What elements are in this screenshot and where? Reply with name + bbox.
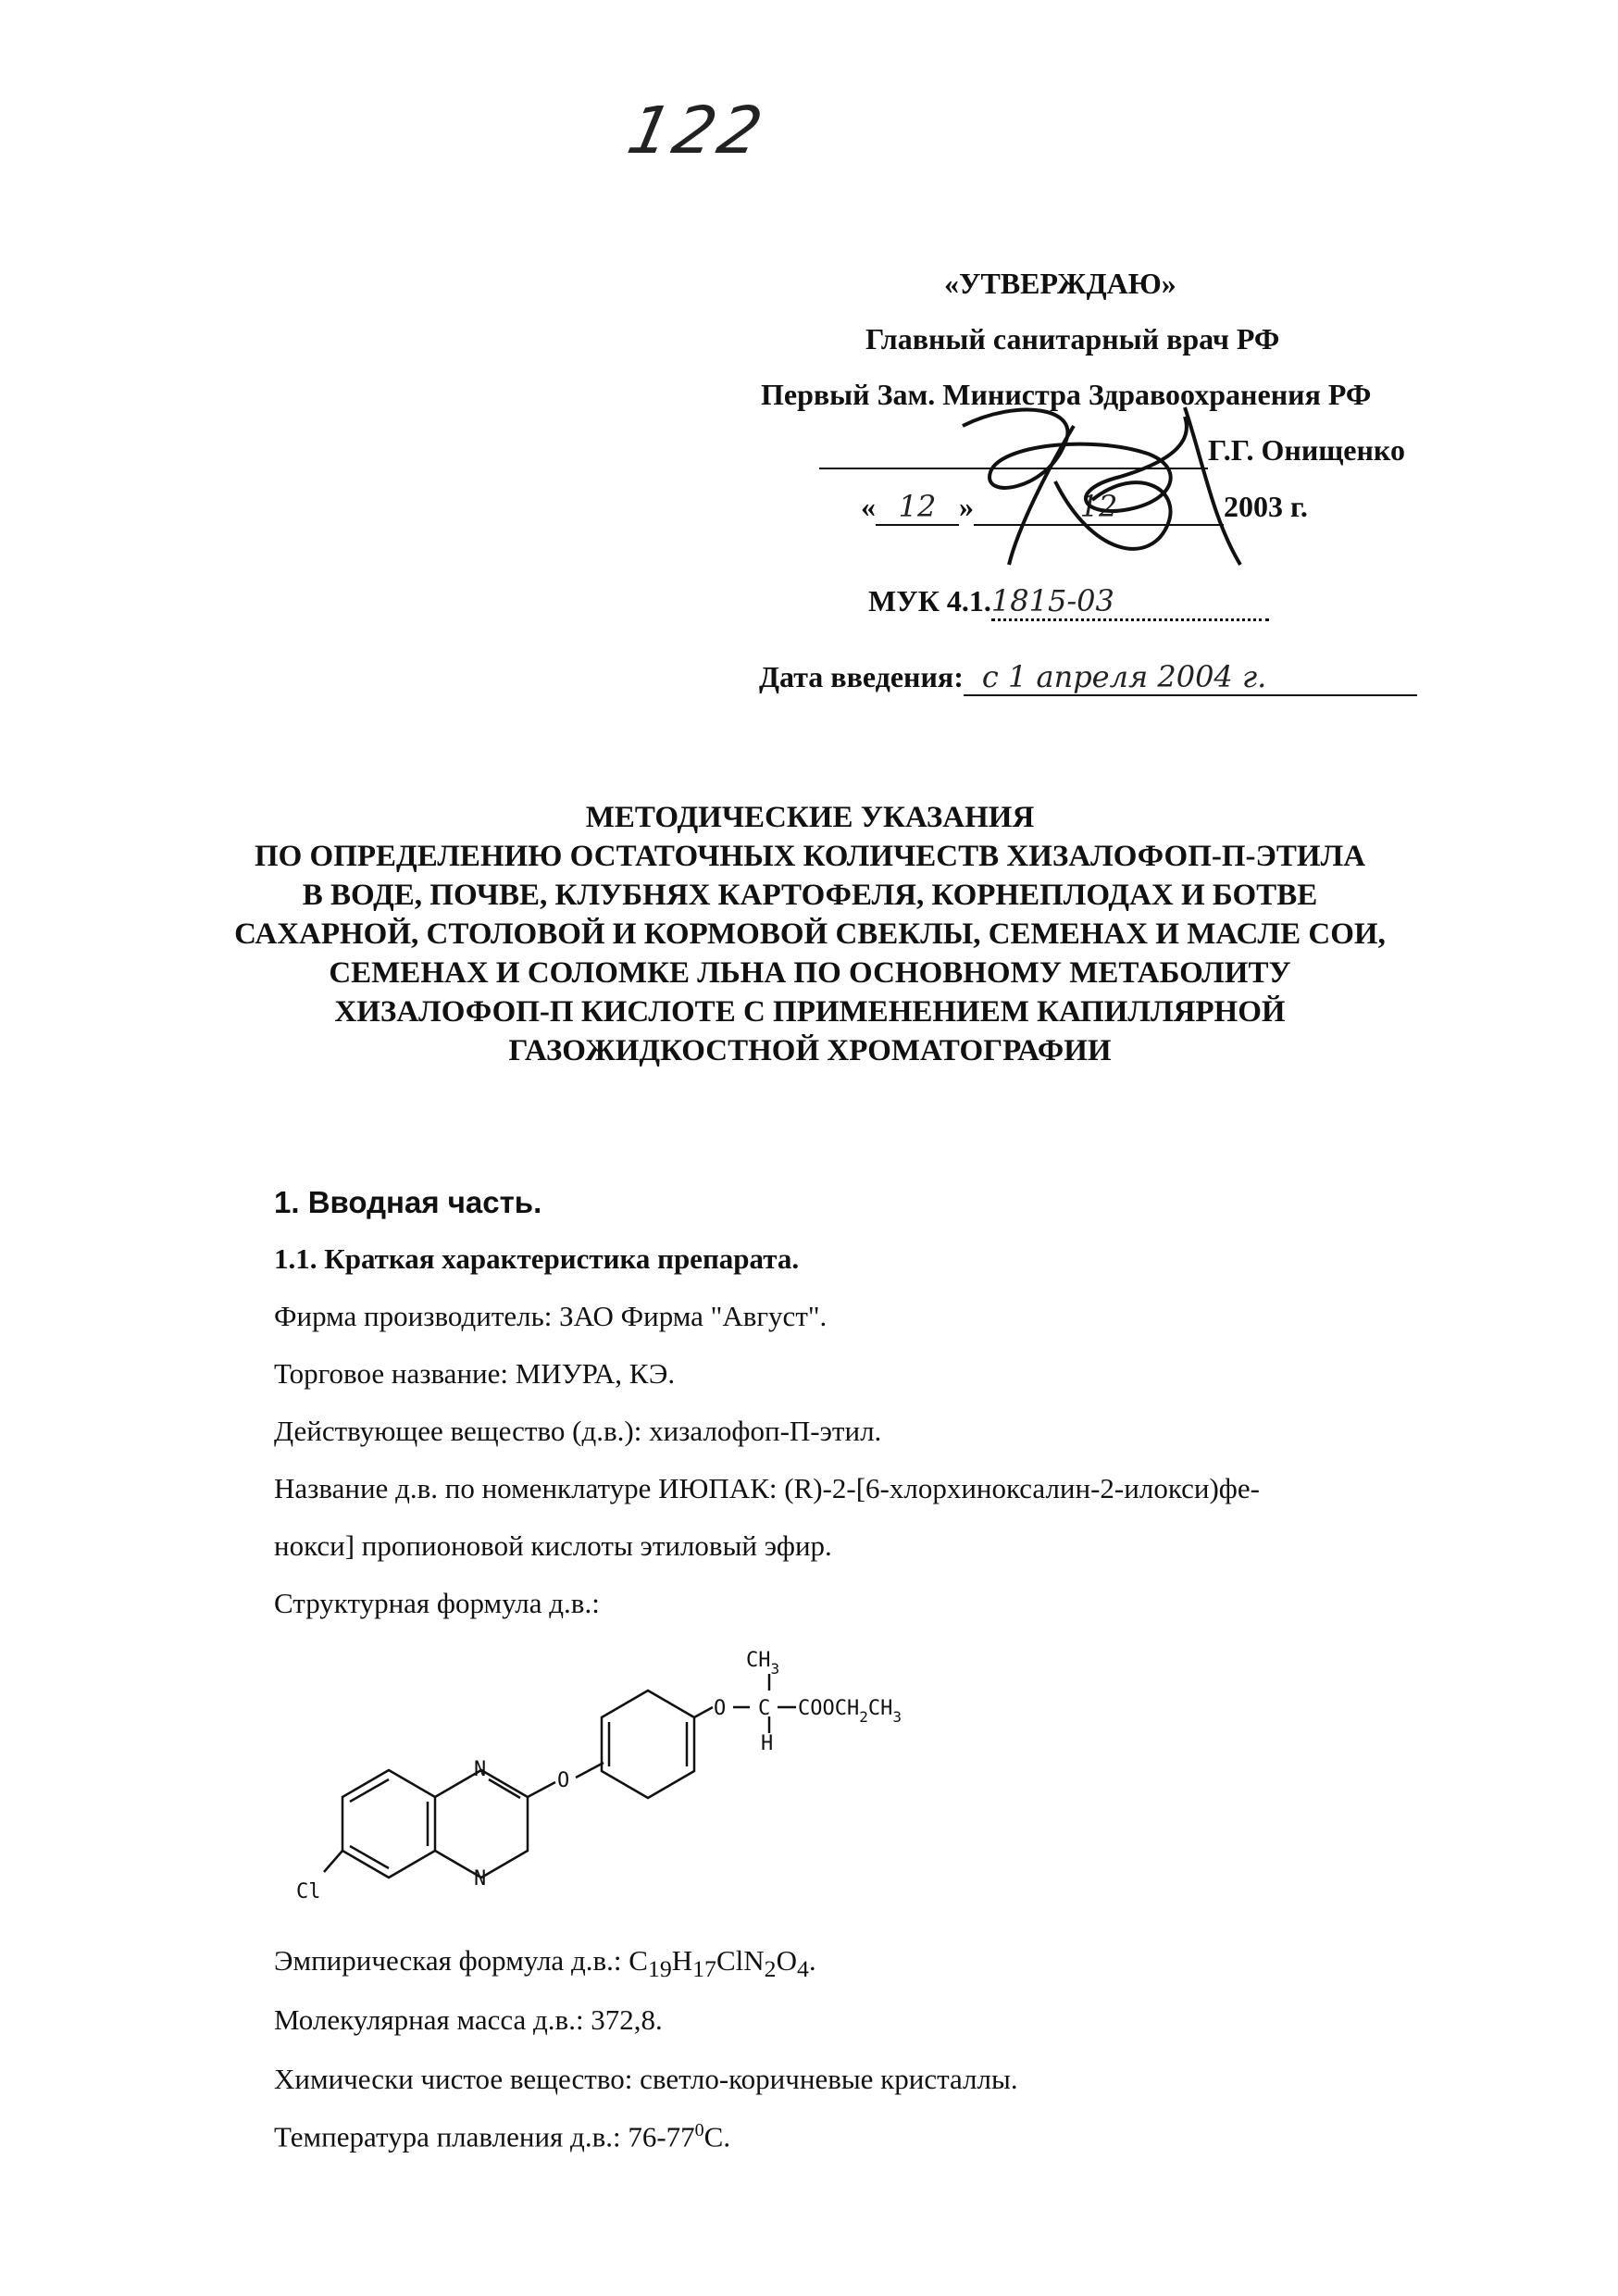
empirical-formula-text: Эмпирическая формула д.в.: $C_{19}H_{17}ClN_2O_4$. <box>274 1944 816 1983</box>
date-month: 12 <box>974 489 1224 526</box>
chlorine: Cl <box>296 1880 321 1903</box>
section-heading: 1. Вводная часть. <box>274 1185 542 1219</box>
muk-row <box>868 583 1269 621</box>
molar-mass-text: Молекулярная масса д.в.: 372,8. <box>274 2003 663 2036</box>
trade-name-text: Торговое название: МИУРА, КЭ. <box>274 1357 676 1390</box>
title-line: МЕТОДИЧЕСКИЕ УКАЗАНИЯ <box>585 801 1035 834</box>
signature-scribble <box>907 389 1296 574</box>
title-line: В ВОДЕ, ПОЧВЕ, КЛУБНЯХ КАРТОФЕЛЯ, КОРНЕПЛОДАХ И БОТВЕ <box>302 879 1318 912</box>
ester-group: $COOCH_2CH_3$ <box>798 1697 902 1726</box>
approval-line2: Первый Зам. Министра Здравоохранения РФ <box>761 378 1372 411</box>
active-substance-text: Действующее вещество (д.в.): хизалофоп-П-этил. <box>274 1415 882 1447</box>
ch3-top: $CH_3$ <box>746 1649 780 1678</box>
document-title <box>185 798 1435 1070</box>
chiral-carbon: C <box>758 1697 771 1720</box>
chiral-hydrogen: H <box>761 1732 774 1755</box>
pure-substance-text: Химически чистое вещество: светло-коричневые кристаллы. <box>274 2063 1018 2095</box>
signer-name: Г.Г. Онищенко <box>1208 433 1405 467</box>
structural-formula <box>259 1629 1018 1935</box>
manufacturer-text: Фирма производитель: ЗАО Фирма "Август". <box>274 1300 828 1332</box>
title-line: СЕМЕНАХ И СОЛОМКЕ ЛЬНА ПО ОСНОВНОМУ МЕТАБОЛИТУ <box>329 956 1291 990</box>
date-open-quote: « <box>861 490 876 523</box>
page-number: 122 <box>621 93 773 168</box>
intro-date-value: с 1 апреля 2004 г. <box>964 659 1417 696</box>
nitrogen-1: N <box>474 1758 487 1781</box>
intro-date-row <box>759 659 1417 696</box>
iupac-name-line2: нокси] пропионовой кислоты этиловый эфир. <box>274 1529 832 1562</box>
subsection-heading: 1.1. Краткая характеристика препарата. <box>274 1242 800 1275</box>
ether-oxygen: O <box>714 1697 727 1720</box>
approval-line1: Главный санитарный врач РФ <box>865 322 1280 356</box>
title-line: ХИЗАЛОФОП-П КИСЛОТЕ С ПРИМЕНЕНИЕМ КАПИЛЛЯРНОЙ <box>334 995 1286 1029</box>
title-line: ГАЗОЖИДКОСТНОЙ ХРОМАТОГРАФИИ <box>508 1034 1112 1067</box>
approval-heading: «УТВЕРЖДАЮ» <box>944 267 1176 300</box>
date-day: 12 <box>876 489 959 526</box>
date-year: 2003 г. <box>1224 490 1308 523</box>
structure-label: Структурная формула д.в.: <box>274 1587 600 1619</box>
title-line: САХАРНОЙ, СТОЛОВОЙ И КОРМОВОЙ СВЕКЛЫ, СЕМЕНАХ И МАСЛЕ СОИ, <box>234 917 1386 951</box>
title-line: ПО ОПРЕДЕЛЕНИЮ ОСТАТОЧНЫХ КОЛИЧЕСТВ ХИЗАЛОФОП-П-ЭТИЛА <box>254 840 1366 873</box>
intro-date-label: Дата введения: <box>759 660 964 693</box>
iupac-name-line1: Название д.в. по номенклатуре ИЮПАК: (R)-2-[6-хлорхиноксалин-2-илокси)фе- <box>274 1472 1260 1504</box>
melting-point-text: Температура плавления д.в.: $76-77^0С$. <box>274 2120 731 2153</box>
nitrogen-2: N <box>474 1867 487 1890</box>
muk-number: 1815-03 <box>991 583 1269 621</box>
date-close-quote: » <box>959 490 974 523</box>
aryl-ether-oxygen: O <box>557 1769 570 1792</box>
muk-label: МУК 4.1. <box>868 584 991 618</box>
